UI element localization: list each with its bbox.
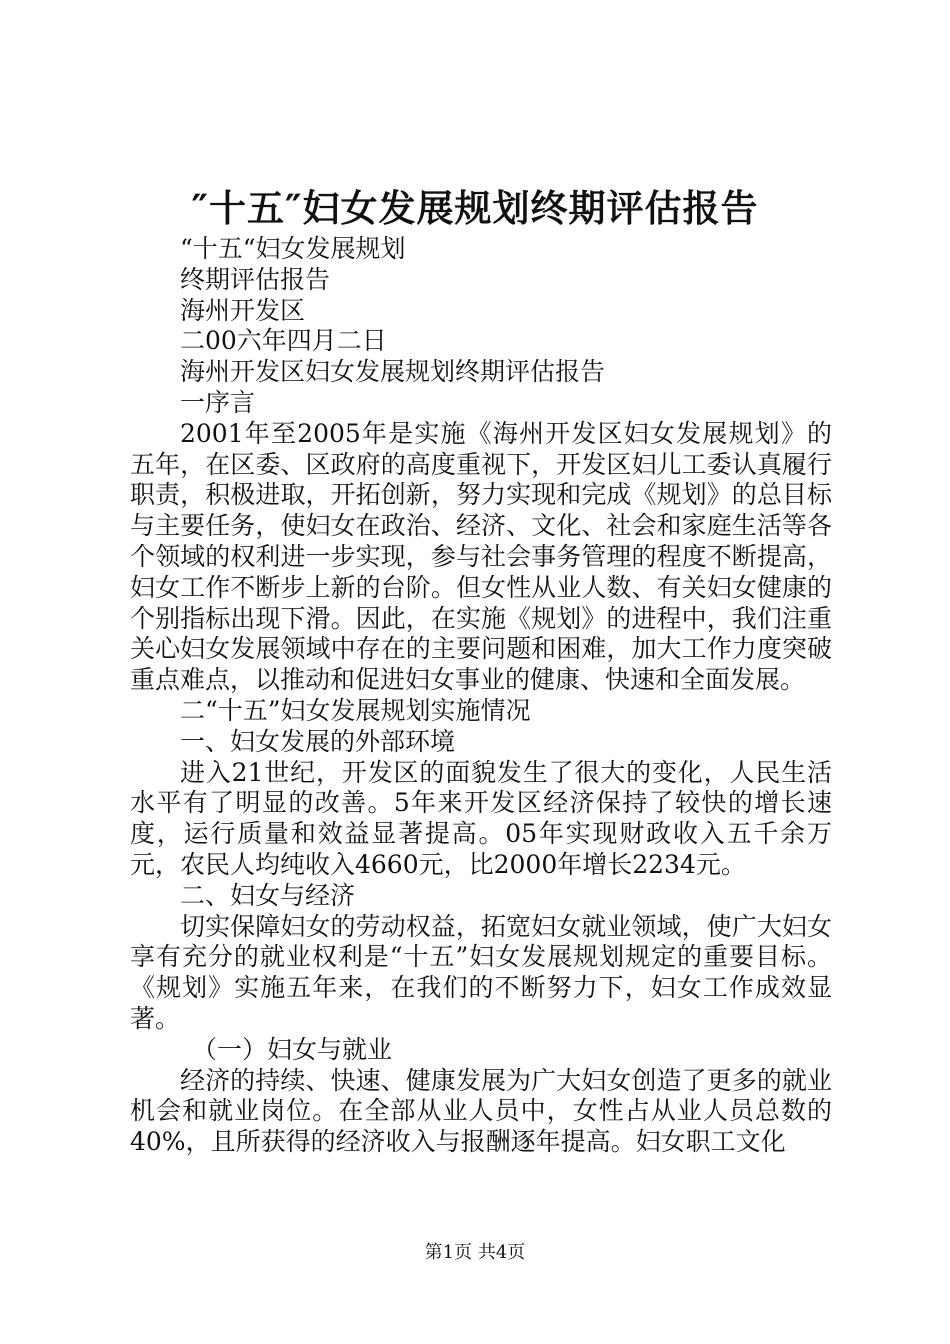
section-heading-preface: 一序言 bbox=[180, 387, 256, 417]
report-heading: 海州开发区妇女发展规划终期评估报告 bbox=[180, 357, 606, 387]
cover-line-date: 二00六年四月二日 bbox=[180, 326, 387, 356]
section-heading-implementation: 二“十五”妇女发展规划实施情况 bbox=[180, 695, 531, 725]
subsection-heading-economy: 二、妇女与经济 bbox=[180, 880, 356, 910]
environment-paragraph: 进入21世纪，开发区的面貌发生了很大的变化，人民生活水平有了明显的改善。5年来开发区经济保持了较快的增长速度，运行质量和效益显著提高。05年实现财政收入五千余万元，农民人均纯收入4660元，比2000年增长2234元。 bbox=[130, 757, 832, 879]
page-footer: 第1页 共4页 bbox=[424, 1242, 526, 1263]
employment-paragraph: 经济的持续、快速、健康发展为广大妇女创造了更多的就业机会和就业岗位。在全部从业人员中，女性占从业人员总数的40%，且所获得的经济收入与报酬逐年提高。妇女职工文化 bbox=[130, 1065, 832, 1157]
cover-line-organization: 海州开发区 bbox=[180, 295, 306, 325]
subsection-heading-environment: 一、妇女发展的外部环境 bbox=[180, 726, 456, 756]
preface-paragraph: 2001年至2005年是实施《海州开发区妇女发展规划》的五年，在区委、区政府的高度重视下，开发区妇儿工委认真履行职责，积极进取，开拓创新，努力实现和完成《规划》的总目标与主要任务，使妇女在政治、经济、文化、社会和家庭生活等各个领域的权利进一步实现，参与社会事务管理的程度不断提高，妇女工作不断步上新的台阶。但女性从业人数、有关妇女健康的个别指标出现下滑。因此，在实施《规划》的进程中，我们注重关心妇女发展领域中存在的主要问题和困难，加大工作力度突破重点难点，以推动和促进妇女事业的健康、快速和全面发展。 bbox=[130, 418, 832, 695]
economy-paragraph: 切实保障妇女的劳动权益，拓宽妇女就业领域，使广大妇女享有充分的就业权利是“十五”妇女发展规划规定的重要目标。《规划》实施五年来，在我们的不断努力下，妇女工作成效显著。 bbox=[130, 911, 832, 1033]
document-title: ″十五″妇女发展规划终期评估报告 bbox=[191, 186, 759, 230]
cover-line-report-name: 终期评估报告 bbox=[180, 264, 331, 294]
subsection-heading-employment: （一）妇女与就业 bbox=[192, 1034, 393, 1064]
cover-line-plan-name: “十五“妇女发展规划 bbox=[180, 234, 406, 263]
document-body bbox=[130, 234, 832, 1158]
